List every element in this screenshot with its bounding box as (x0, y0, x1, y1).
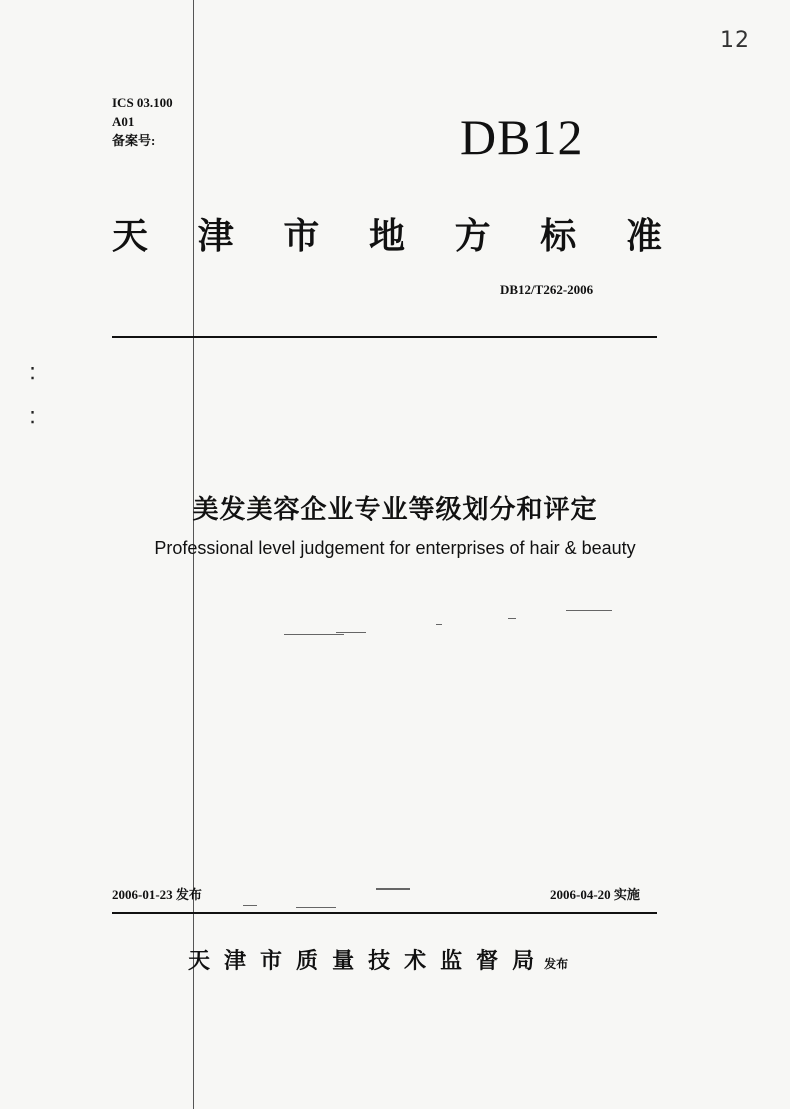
scan-artifact (566, 610, 612, 611)
implement-date: 2006-04-20 实施 (550, 887, 640, 902)
scan-artifact (336, 632, 366, 633)
scan-artifact (284, 634, 344, 635)
title-char: 津 (197, 216, 234, 257)
publisher-char: 市 (260, 949, 283, 974)
scan-artifact (296, 907, 336, 908)
scan-artifact (243, 905, 257, 906)
scan-mark: ⁚ (30, 366, 36, 383)
title-char: 地 (368, 216, 405, 257)
publisher-tag: 发布 (544, 957, 569, 971)
scan-artifact (376, 888, 410, 890)
classification-code: A01 (112, 114, 135, 129)
document-title-en: Professional level judgement for enterprises of hair & beauty (154, 538, 636, 558)
title-char: 市 (283, 216, 320, 257)
title-char: 天 (112, 216, 149, 257)
header-divider (112, 336, 657, 338)
document-title-cn: 美发美容企业专业等级划分和评定 (192, 495, 598, 525)
scan-artifact (436, 624, 442, 625)
filing-number-label: 备案号: (112, 133, 156, 148)
title-char: 准 (625, 216, 662, 257)
publisher-char: 天 (188, 949, 211, 974)
publisher-char: 量 (332, 949, 355, 974)
publisher-char: 质 (296, 949, 319, 974)
publisher-char: 技 (368, 949, 391, 974)
publisher-char: 督 (476, 949, 499, 974)
handwritten-page-number: 12 (720, 28, 750, 53)
publisher-char: 监 (440, 949, 463, 974)
title-char: 标 (540, 216, 577, 257)
standard-type-title (112, 208, 662, 259)
footer-divider (112, 912, 657, 914)
publisher (188, 944, 568, 975)
publisher-char: 津 (224, 949, 247, 974)
scan-artifact (508, 618, 516, 619)
scan-mark: ⁚ (30, 410, 36, 427)
release-date: 2006-01-23 发布 (112, 887, 202, 902)
title-char: 方 (454, 216, 491, 257)
standard-mark: DB12 (460, 109, 584, 165)
publisher-char: 术 (404, 949, 427, 974)
standard-code: DB12/T262-2006 (500, 282, 594, 297)
ics-code: ICS 03.100 (112, 95, 173, 110)
publisher-char: 局 (512, 949, 535, 974)
